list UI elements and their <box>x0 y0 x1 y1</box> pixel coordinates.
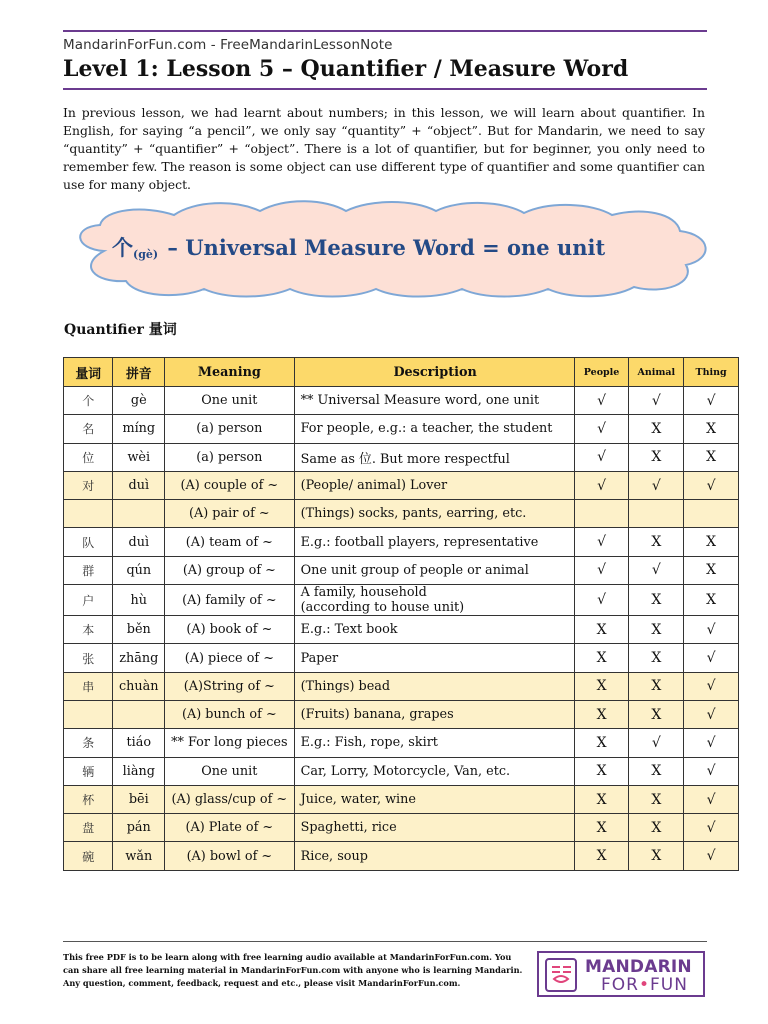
cell-animal: X <box>629 644 684 672</box>
cell-thing: √ <box>684 729 739 757</box>
cell-animal: X <box>629 842 684 870</box>
cell-thing: X <box>684 443 739 471</box>
callout-char: 个 <box>112 235 133 260</box>
table-row <box>64 757 739 785</box>
cell-animal <box>629 500 684 528</box>
header-people: People <box>574 358 629 387</box>
cell-hanzi: 张 <box>64 644 113 672</box>
page-title: Level 1: Lesson 5 – Quantifier / Measure Word <box>63 56 629 82</box>
cell-people: X <box>574 785 629 813</box>
cell-people: √ <box>574 556 629 584</box>
cell-people: X <box>574 700 629 728</box>
cell-thing: √ <box>684 471 739 499</box>
cell-hanzi: 群 <box>64 556 113 584</box>
title-rule <box>63 88 707 90</box>
cell-pinyin: wǎn <box>113 842 165 870</box>
cell-meaning: (A) Plate of ~ <box>165 814 295 842</box>
description-line-2: (according to house unit) <box>300 600 465 616</box>
cell-meaning: One unit <box>165 387 295 415</box>
cell-animal: X <box>629 585 684 616</box>
cell-hanzi: 本 <box>64 616 113 644</box>
cell-description: E.g.: Text book <box>294 616 574 644</box>
cell-hanzi: 辆 <box>64 757 113 785</box>
cell-people: √ <box>574 585 629 616</box>
table-row <box>64 644 739 672</box>
cell-pinyin: wèi <box>113 443 165 471</box>
cell-hanzi: 户 <box>64 585 113 616</box>
cell-meaning: (a) person <box>165 415 295 443</box>
table-row <box>64 585 739 616</box>
cell-hanzi: 个 <box>64 387 113 415</box>
cell-people: √ <box>574 528 629 556</box>
table-row <box>64 528 739 556</box>
cell-pinyin: pán <box>113 814 165 842</box>
cell-thing: √ <box>684 644 739 672</box>
cell-pinyin: liàng <box>113 757 165 785</box>
cell-description: ** Universal Measure word, one unit <box>294 387 574 415</box>
cell-people: √ <box>574 387 629 415</box>
cell-description: E.g.: football players, representative <box>294 528 574 556</box>
cell-people: √ <box>574 443 629 471</box>
cell-people: √ <box>574 415 629 443</box>
cell-animal: X <box>629 415 684 443</box>
cell-hanzi: 队 <box>64 528 113 556</box>
cell-thing: √ <box>684 785 739 813</box>
cell-animal: X <box>629 528 684 556</box>
cell-pinyin: bēi <box>113 785 165 813</box>
cell-hanzi: 串 <box>64 672 113 700</box>
table-row <box>64 415 739 443</box>
site-name: MandarinForFun.com - FreeMandarinLessonNote <box>63 37 393 53</box>
cell-meaning: (A) group of ~ <box>165 556 295 584</box>
logo-line-2: FOR•FUN <box>601 975 688 995</box>
table-row <box>64 471 739 499</box>
description-line-1: A family, household <box>300 585 427 601</box>
cell-hanzi: 对 <box>64 471 113 499</box>
table-row <box>64 387 739 415</box>
cell-hanzi: 碗 <box>64 842 113 870</box>
header-hanzi: 量词 <box>64 358 113 387</box>
cell-meaning: (A) couple of ~ <box>165 471 295 499</box>
intro-paragraph: In previous lesson, we had learnt about numbers; in this lesson, we will learn about quantifier. In English, for saying “a pencil”, we only say “quantity” + “object”. But for Mandarin, we need to say “quantity” + “quantifier” + “object”. There is a lot of quantifier, but for beginner, you only need to remember few. The reason is some object can use different type of quantifier and some quantifier can use for many object. <box>63 105 705 192</box>
cell-description: One unit group of people or animal <box>294 556 574 584</box>
table-row <box>64 443 739 471</box>
cell-description: (People/ animal) Lover <box>294 471 574 499</box>
table-row <box>64 672 739 700</box>
cell-animal: X <box>629 785 684 813</box>
cell-hanzi <box>64 500 113 528</box>
cell-meaning: (A) book of ~ <box>165 616 295 644</box>
cell-people <box>574 500 629 528</box>
cell-hanzi: 条 <box>64 729 113 757</box>
table-row <box>64 842 739 870</box>
book-logo-icon <box>544 957 578 993</box>
cell-pinyin: míng <box>113 415 165 443</box>
cell-hanzi: 名 <box>64 415 113 443</box>
table-row <box>64 500 739 528</box>
table-row <box>64 729 739 757</box>
cell-thing: √ <box>684 672 739 700</box>
cell-thing: √ <box>684 616 739 644</box>
cell-pinyin: tiáo <box>113 729 165 757</box>
cell-hanzi <box>64 700 113 728</box>
cell-pinyin: chuàn <box>113 672 165 700</box>
table-row <box>64 616 739 644</box>
section-title: Quantifier 量词 <box>64 322 177 338</box>
cell-pinyin: qún <box>113 556 165 584</box>
table-row <box>64 785 739 813</box>
header-animal: Animal <box>629 358 684 387</box>
cell-people: X <box>574 814 629 842</box>
cell-animal: X <box>629 672 684 700</box>
callout-pinyin: (gè) <box>133 248 159 261</box>
cell-meaning: (A) glass/cup of ~ <box>165 785 295 813</box>
cell-pinyin: gè <box>113 387 165 415</box>
cell-people: X <box>574 672 629 700</box>
footer-text: This free PDF is to be learn along with free learning audio available at MandarinForFun.com. You can share all free learning material in MandarinForFun.com with anyone who is learning Mandarin. Any question, comment, feedback, request and etc., please visit MandarinForFun.com. <box>63 952 523 988</box>
cell-people: X <box>574 757 629 785</box>
cell-people: X <box>574 616 629 644</box>
cell-description: Same as 位. But more respectful <box>294 443 574 471</box>
cell-people: √ <box>574 471 629 499</box>
callout-text <box>112 232 605 262</box>
header-description: Description <box>294 358 574 387</box>
cell-meaning: (A) bowl of ~ <box>165 842 295 870</box>
cell-meaning: ** For long pieces <box>165 729 295 757</box>
table-row <box>64 700 739 728</box>
cell-thing: √ <box>684 757 739 785</box>
cell-thing: √ <box>684 842 739 870</box>
header-thing: Thing <box>684 358 739 387</box>
cell-meaning: One unit <box>165 757 295 785</box>
cell-animal: X <box>629 814 684 842</box>
cell-hanzi: 杯 <box>64 785 113 813</box>
cell-description: Juice, water, wine <box>294 785 574 813</box>
cell-description: (Things) socks, pants, earring, etc. <box>294 500 574 528</box>
table-header-row <box>64 358 739 387</box>
cell-animal: √ <box>629 556 684 584</box>
callout-title: – Universal Measure Word = one unit <box>160 235 606 260</box>
cell-description: Car, Lorry, Motorcycle, Van, etc. <box>294 757 574 785</box>
cell-pinyin: duì <box>113 528 165 556</box>
cell-meaning: (a) person <box>165 443 295 471</box>
cell-meaning: (A) bunch of ~ <box>165 700 295 728</box>
cell-thing: X <box>684 556 739 584</box>
cell-hanzi: 盘 <box>64 814 113 842</box>
cell-animal: X <box>629 700 684 728</box>
cell-pinyin <box>113 700 165 728</box>
cell-pinyin <box>113 500 165 528</box>
cell-hanzi: 位 <box>64 443 113 471</box>
cell-animal: √ <box>629 471 684 499</box>
cell-description: Paper <box>294 644 574 672</box>
logo-line-1: MANDARIN <box>585 957 692 977</box>
cell-pinyin: zhāng <box>113 644 165 672</box>
cell-animal: √ <box>629 729 684 757</box>
cell-pinyin: běn <box>113 616 165 644</box>
cell-description: (Fruits) banana, grapes <box>294 700 574 728</box>
cell-description: Spaghetti, rice <box>294 814 574 842</box>
cell-thing: √ <box>684 814 739 842</box>
cell-animal: X <box>629 757 684 785</box>
cell-pinyin: duì <box>113 471 165 499</box>
cell-meaning: (A) pair of ~ <box>165 500 295 528</box>
mandarin-for-fun-logo <box>537 951 705 997</box>
cell-thing: X <box>684 528 739 556</box>
cell-meaning: (A) piece of ~ <box>165 644 295 672</box>
footer-rule <box>63 941 707 942</box>
cell-thing: √ <box>684 700 739 728</box>
cell-animal: √ <box>629 387 684 415</box>
cell-thing: √ <box>684 387 739 415</box>
top-rule <box>63 30 707 32</box>
cell-meaning: (A) team of ~ <box>165 528 295 556</box>
cell-description: E.g.: Fish, rope, skirt <box>294 729 574 757</box>
cell-people: X <box>574 644 629 672</box>
cell-pinyin: hù <box>113 585 165 616</box>
cell-description <box>294 585 574 616</box>
header-pinyin: 拼音 <box>113 358 165 387</box>
cell-thing <box>684 500 739 528</box>
cell-description: Rice, soup <box>294 842 574 870</box>
cell-animal: X <box>629 616 684 644</box>
cell-animal: X <box>629 443 684 471</box>
quantifier-table <box>63 357 739 871</box>
table-row <box>64 814 739 842</box>
cell-meaning: (A) family of ~ <box>165 585 295 616</box>
cell-people: X <box>574 729 629 757</box>
table-row <box>64 556 739 584</box>
cell-description: (Things) bead <box>294 672 574 700</box>
cell-thing: X <box>684 585 739 616</box>
cell-thing: X <box>684 415 739 443</box>
cell-meaning: (A)String of ~ <box>165 672 295 700</box>
cell-people: X <box>574 842 629 870</box>
header-meaning: Meaning <box>165 358 295 387</box>
cell-description: For people, e.g.: a teacher, the student <box>294 415 574 443</box>
